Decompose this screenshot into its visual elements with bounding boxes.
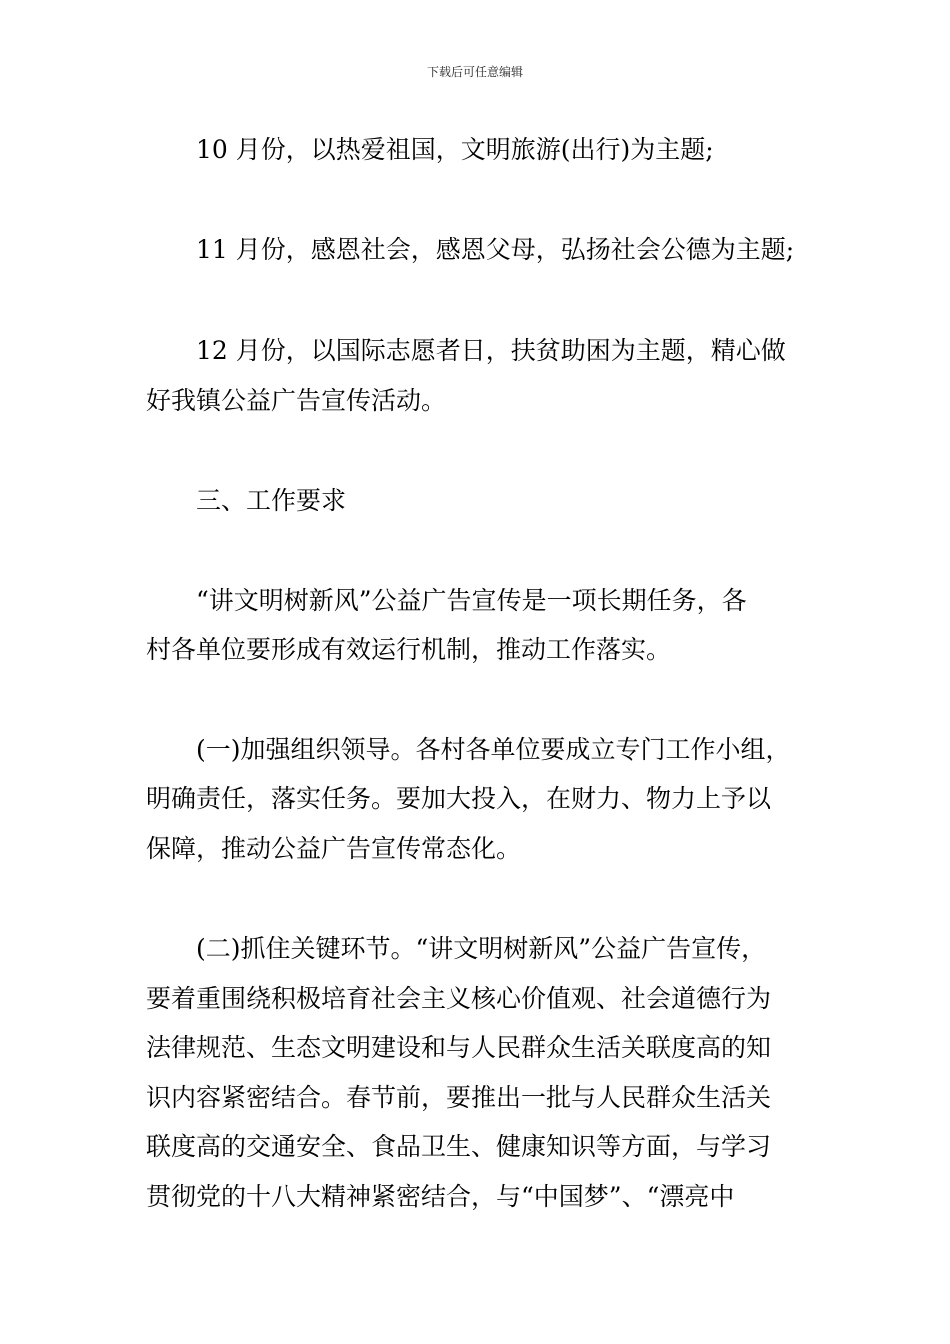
paragraph-key-links-line-4: 识内容紧密结合。春节前，要推出一批与人民群众生活关 [146, 1083, 772, 1112]
paragraph-december-theme-line-1: 12 月份，以国际志愿者日，扶贫助困为主题，精心做 [196, 336, 786, 365]
paragraph-key-links-line-3: 法律规范、生态文明建设和与人民群众生活关联度高的知 [146, 1033, 772, 1062]
paragraph-key-links-line-6: 贯彻党的十八大精神紧密结合，与“中国梦”、“漂亮中 [146, 1182, 735, 1211]
paragraph-organization-line-3: 保障，推动公益广告宣传常态化。 [146, 834, 522, 863]
paragraph-key-links-line-1: (二)抓住关键环节。“讲文明树新风”公益广告宣传， [196, 934, 767, 963]
paragraph-october-theme: 10 月份，以热爱祖国，文明旅游(出行)为主题; [196, 135, 714, 164]
paragraph-intro-line-1: “讲文明树新风”公益广告宣传是一项长期任务，各 [196, 586, 747, 615]
page-header: 下载后可任意编辑 [426, 65, 523, 79]
section-heading-work-requirements: 三、工作要求 [196, 486, 347, 515]
paragraph-intro-line-2: 村各单位要形成有效运行机制，推动工作落实。 [146, 635, 672, 664]
paragraph-november-theme: 11 月份，感恩社会，感恩父母，弘扬社会公德为主题; [196, 235, 795, 264]
paragraph-organization-line-1: (一)加强组织领导。各村各单位要成立专门工作小组， [196, 735, 791, 764]
paragraph-key-links-line-5: 联度高的交通安全、食品卫生、健康知识等方面，与学习 [146, 1132, 772, 1161]
paragraph-december-theme-line-2: 好我镇公益广告宣传活动。 [146, 386, 447, 415]
paragraph-organization-line-2: 明确责任，落实任务。要加大投入，在财力、物力上予以 [146, 784, 772, 813]
paragraph-key-links-line-2: 要着重围绕积极培育社会主义核心价值观、社会道德行为 [146, 984, 772, 1013]
